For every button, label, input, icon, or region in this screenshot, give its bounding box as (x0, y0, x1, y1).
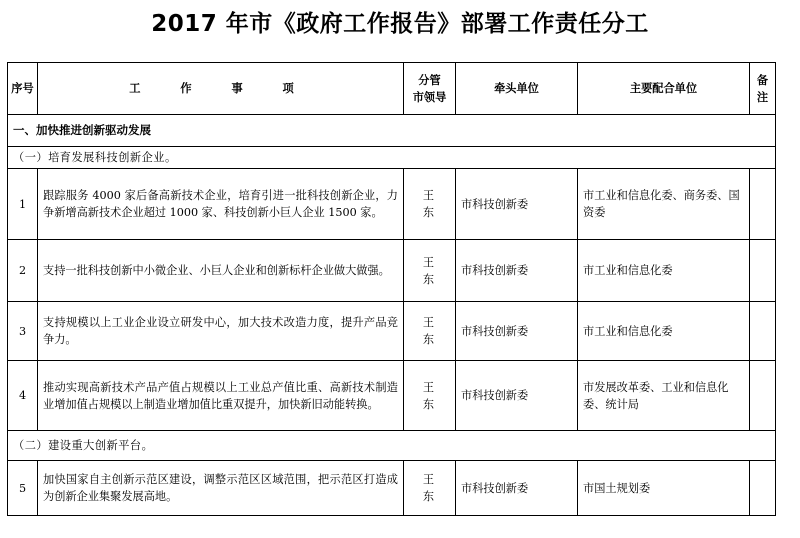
row-item: 跟踪服务 4000 家后备高新技术企业，培育引进一批科技创新企业，力争新增高新技术企业超过 1000 家、科技创新小巨人企业 1500 家。 (38, 169, 404, 240)
row-item: 支持一批科技创新中小微企业、小巨人企业和创新标杆企业做大做强。 (38, 240, 404, 302)
row-lead-unit: 市科技创新委 (456, 240, 578, 302)
row-remark (750, 240, 776, 302)
section-title: 一、加快推进创新驱动发展 (8, 115, 776, 147)
responsibility-table (7, 62, 776, 516)
header-leader: 分管 市领导 (404, 63, 456, 115)
row-lead-unit: 市科技创新委 (456, 302, 578, 361)
row-remark (750, 461, 776, 516)
table-row (8, 240, 776, 302)
row-remark (750, 169, 776, 240)
row-cooperating: 市工业和信息化委 (578, 240, 750, 302)
table-row (8, 169, 776, 240)
table-header-row (8, 63, 776, 115)
subsection-title: （一）培育发展科技创新企业。 (8, 147, 776, 169)
subsection-title: （二）建设重大创新平台。 (8, 431, 776, 461)
row-remark (750, 361, 776, 431)
row-lead-unit: 市科技创新委 (456, 361, 578, 431)
row-item: 推动实现高新技术产品产值占规模以上工业总产值比重、高新技术制造业增加值占规模以上制造业增加值比重双提升，加快新旧动能转换。 (38, 361, 404, 431)
row-leader: 王 东 (404, 361, 456, 431)
row-cooperating: 市工业和信息化委、商务委、国资委 (578, 169, 750, 240)
row-item: 加快国家自主创新示范区建设，调整示范区区域范围，把示范区打造成为创新企业集聚发展高地。 (38, 461, 404, 516)
row-remark (750, 302, 776, 361)
header-no: 序号 (8, 63, 38, 115)
row-leader: 王 东 (404, 302, 456, 361)
row-no: 4 (8, 361, 38, 431)
row-leader: 王 东 (404, 169, 456, 240)
row-no: 1 (8, 169, 38, 240)
row-no: 2 (8, 240, 38, 302)
header-cooperating: 主要配合单位 (578, 63, 750, 115)
table-row (8, 302, 776, 361)
document-title: 2017 年市《政府工作报告》部署工作责任分工 (151, 11, 649, 37)
row-no: 3 (8, 302, 38, 361)
row-cooperating: 市国土规划委 (578, 461, 750, 516)
subsection-row (8, 431, 776, 461)
table-row (8, 461, 776, 516)
row-lead-unit: 市科技创新委 (456, 169, 578, 240)
row-leader: 王 东 (404, 240, 456, 302)
section-row (8, 115, 776, 147)
row-leader: 王 东 (404, 461, 456, 516)
header-remark: 备 注 (750, 63, 776, 115)
row-item: 支持规模以上工业企业设立研发中心，加大技术改造力度，提升产品竞争力。 (38, 302, 404, 361)
table-row (8, 361, 776, 431)
row-no: 5 (8, 461, 38, 516)
row-cooperating: 市发展改革委、工业和信息化委、统计局 (578, 361, 750, 431)
row-cooperating: 市工业和信息化委 (578, 302, 750, 361)
header-item: 工 作 事 项 (38, 63, 404, 115)
subsection-row (8, 147, 776, 169)
row-lead-unit: 市科技创新委 (456, 461, 578, 516)
header-lead-unit: 牵头单位 (456, 63, 578, 115)
